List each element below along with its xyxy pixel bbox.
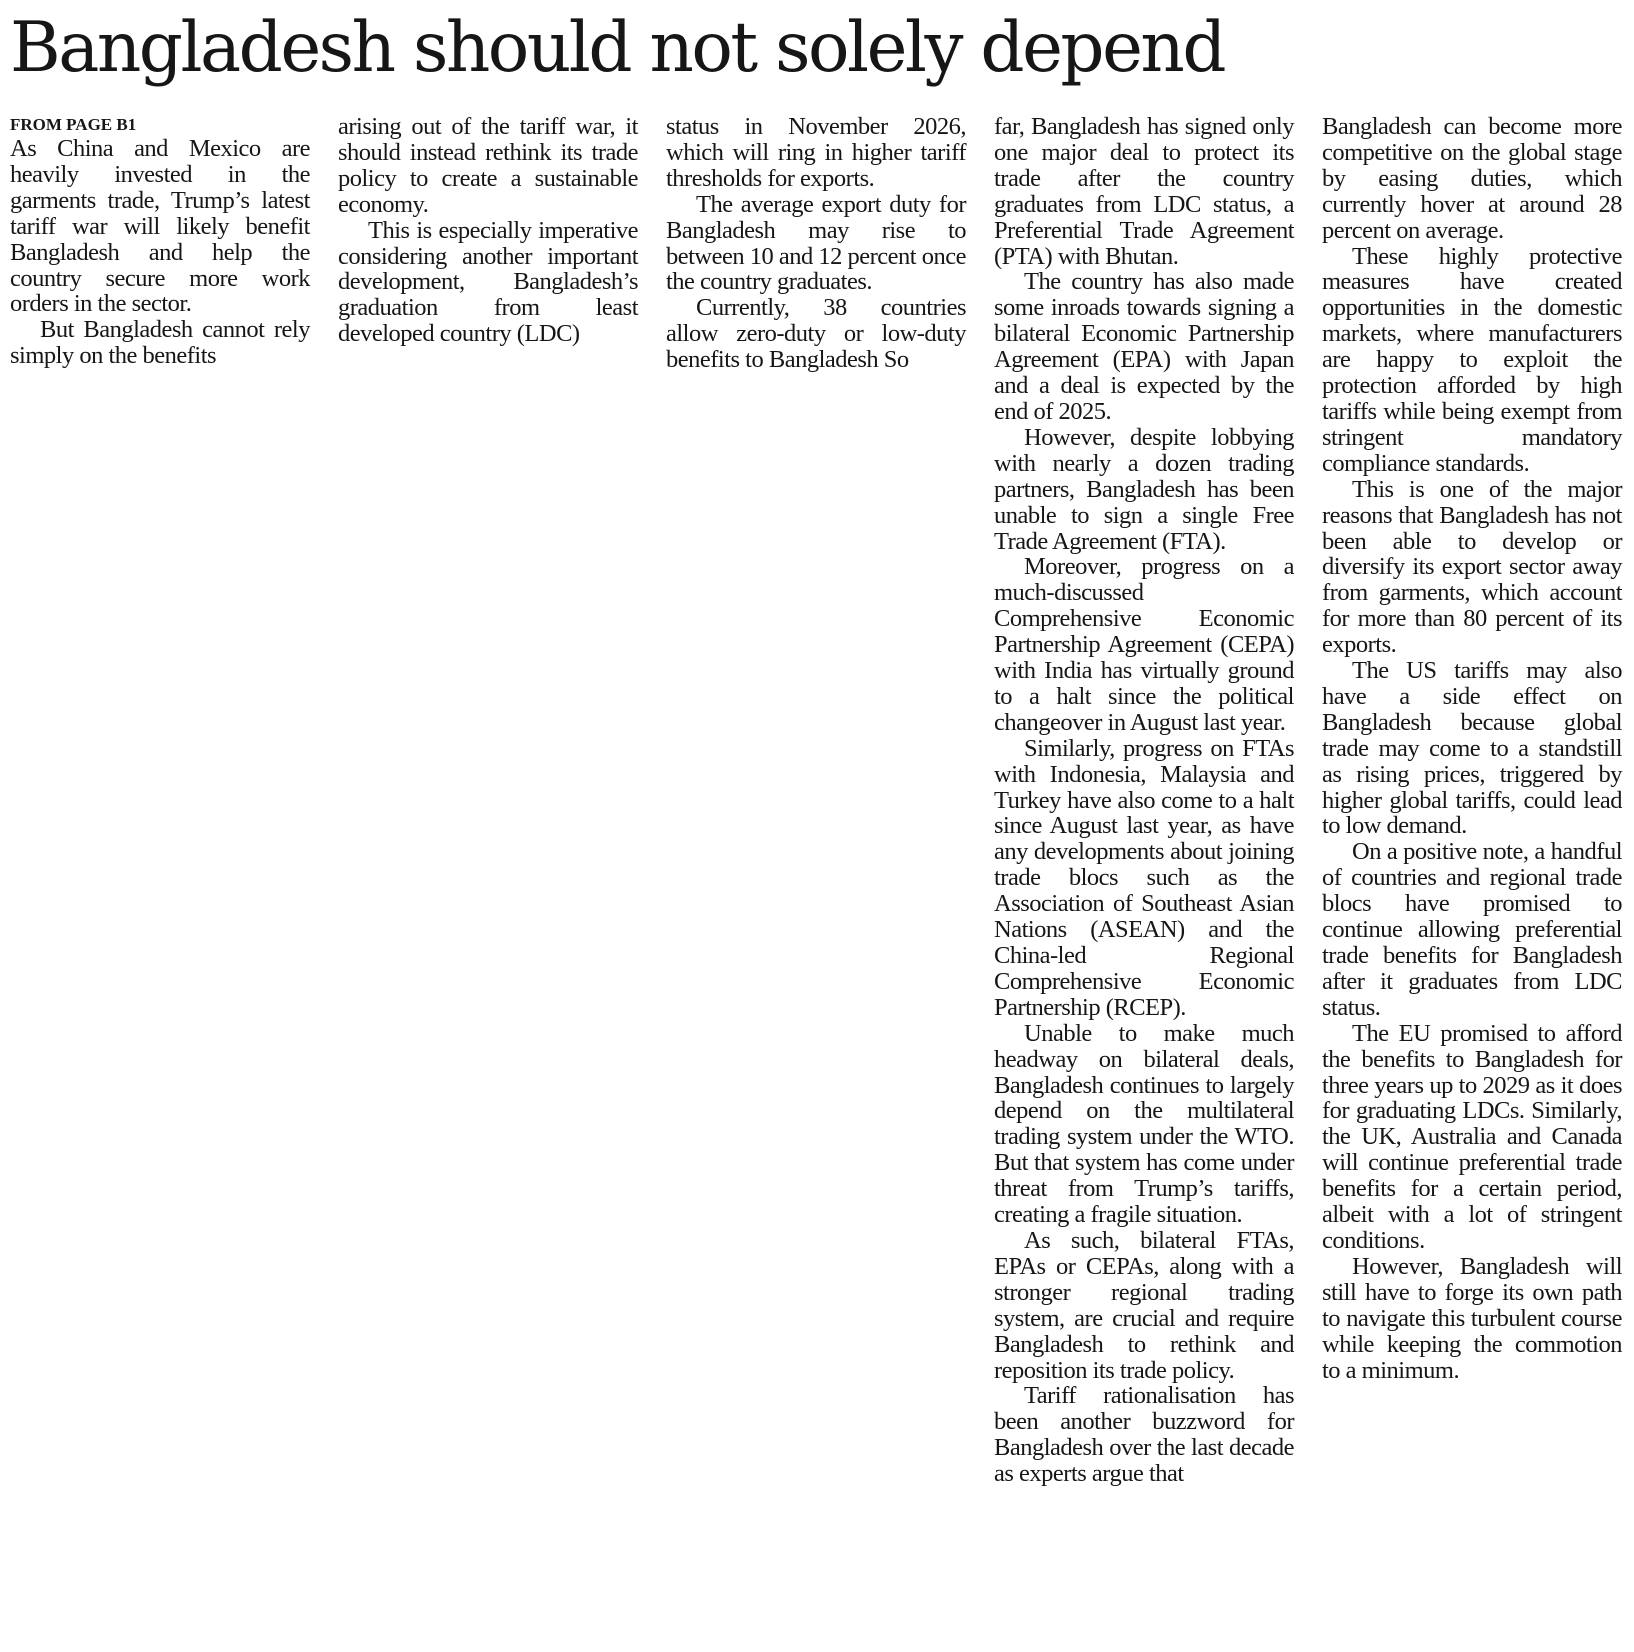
headline: Bangladesh should not solely depend [10,8,1225,88]
paragraph: However, despite lobbying with nearly a dozen trading partners, Bangladesh has been unable to sign a single Free Trade Agreement (FTA). [994,423,1294,555]
paragraph: This is especially imperative considering another important development, Bangladesh’s graduation from least developed country (LDC) [338,216,638,348]
paragraph: As such, bilateral FTAs, EPAs or CEPAs, along with a stronger regional trading system, are crucial and require Bangladesh to rethink and reposition its trade policy. [994,1226,1294,1384]
paragraph: Unable to make much headway on bilateral deals, Bangladesh continues to largely depend on the multilateral trading system under the WTO. But that system has come under threat from Trump’s tariffs, creating a fragile situation. [994,1019,1294,1229]
paragraph: But Bangladesh cannot rely simply on the benefits [10,316,310,370]
article-column-1 [10,114,310,369]
paragraph: Similarly, progress on FTAs with Indonesia, Malaysia and Turkey have also come to a halt since August last year, as have any developments about joining trade blocs such as the Association of Southeast Asian Nations (ASEAN) and the China-led Regional Comprehensive Economic Partnership (RCEP). [994,734,1294,1021]
paragraph: The US tariffs may also have a side effect on Bangladesh because global trade may come to a standstill as rising prices, triggered by higher global tariffs, could lead to low demand. [1322,657,1622,840]
paragraph: However, Bangladesh will still have to forge its own path to navigate this turbulent course while keeping the commotion to a minimum. [1322,1252,1622,1384]
paragraph: The country has also made some inroads towards signing a bilateral Economic Partnership Agreement (EPA) with Japan and a deal is expected by the end of 2025. [994,268,1294,425]
paragraph: On a positive note, a handful of countries and regional trade blocs have promised to continue allowing preferential trade benefits for Bangladesh after it graduates from LDC status. [1322,838,1622,1021]
paragraph: Moreover, progress on a much-discussed Comprehensive Economic Partnership Agreement (CEPA) with India has virtually ground to a halt since the political changeover in August last year. [994,553,1294,736]
kicker: FROM PAGE B1 [10,115,137,134]
article-column-3 [666,114,966,373]
article-column-2 [338,114,638,347]
article-column-4 [994,114,1294,1487]
paragraph: The average export duty for Bangladesh may rise to between 10 and 12 percent once the country graduates. [666,190,966,296]
paragraph: Currently, 38 countries allow zero-duty or low-duty benefits to Bangladesh So [666,294,966,374]
article-column-5 [1322,114,1622,1383]
paragraph: Bangladesh can become more competitive on the global stage by easing duties, which currently hover at around 28 percent on average. [1322,113,1622,244]
paragraph: This is one of the major reasons that Bangladesh has not been able to develop or diversify its export sector away from garments, which account for more than 80 percent of its exports. [1322,475,1622,659]
paragraph: The EU promised to afford the benefits to Bangladesh for three years up to 2029 as it does for graduating LDCs. Similarly, the UK, Australia and Canada will continue preferential trade benefits for a certain period, albeit with a lot of stringent conditions. [1322,1019,1622,1254]
paragraph: As China and Mexico are heavily invested in the garments trade, Trump’s latest tariff war will likely benefit Bangladesh and help the country secure more work orders in the sector. [10,135,310,318]
paragraph: These highly protective measures have created opportunities in the domestic markets, where manufacturers are happy to exploit the protection afforded by high tariffs while being exempt from stringent mandatory compliance standards. [1322,242,1622,477]
paragraph: Tariff rationalisation has been another buzzword for Bangladesh over the last decade as experts argue that [994,1382,1294,1488]
paragraph: status in November 2026, which will ring in higher tariff thresholds for exports. [666,113,966,192]
paragraph: far, Bangladesh has signed only one major deal to protect its trade after the country graduates from LDC status, a Preferential Trade Agreement (PTA) with Bhutan. [994,113,1294,270]
paragraph: arising out of the tariff war, it should instead rethink its trade policy to create a sustainable economy. [338,113,638,218]
